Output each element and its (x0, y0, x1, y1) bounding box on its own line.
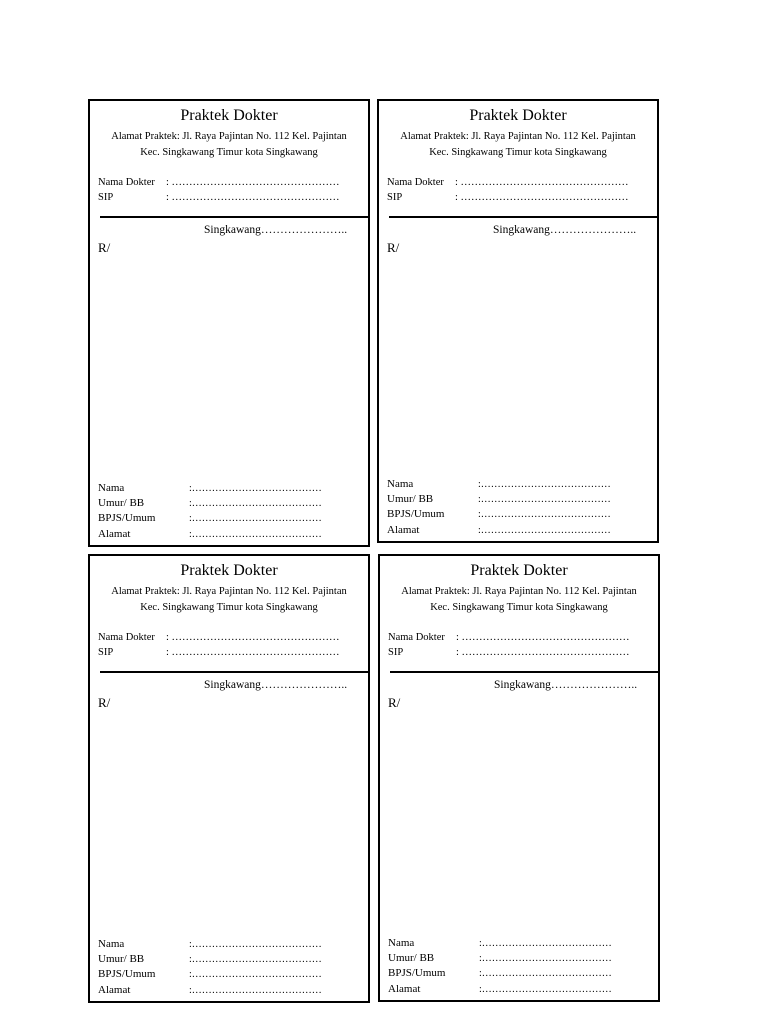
patient-blank: :………………………………… (189, 984, 322, 996)
doctor-name-label: Nama Dokter (98, 632, 155, 643)
patient-row-nama (98, 937, 322, 952)
practice-address (386, 584, 652, 616)
patient-row-nama (98, 481, 322, 496)
sip-blank: : ………………………………………… (166, 647, 340, 658)
patient-label: Nama (98, 937, 125, 950)
patient-row-umur (98, 496, 322, 511)
patient-info (387, 477, 611, 538)
city-date-line: Singkawang………………….. (493, 224, 637, 236)
sip-label: SIP (98, 647, 114, 658)
patient-row-alamat (387, 523, 611, 538)
sip-blank: : ………………………………………… (166, 192, 340, 203)
patient-row-alamat (98, 527, 322, 542)
patient-blank: :………………………………… (478, 524, 611, 536)
doctor-name-blank: : ………………………………………… (166, 632, 340, 643)
address-line: Kec. Singkawang Timur kota Singkawang (430, 602, 608, 613)
doctor-name-blank: : ………………………………………… (166, 177, 340, 188)
patient-row-umur (388, 951, 612, 966)
card-title: Praktek Dokter (470, 562, 568, 579)
patient-row-bpjs (98, 511, 322, 526)
address-line: Alamat Praktek: Jl. Raya Pajintan No. 112 Kel. Pajintan (401, 586, 637, 597)
patient-blank: :………………………………… (189, 498, 322, 510)
sip-label: SIP (388, 647, 404, 658)
patient-row-umur (387, 492, 611, 507)
address-line: Kec. Singkawang Timur kota Singkawang (429, 147, 607, 158)
patient-blank: :………………………………… (479, 937, 612, 949)
card-title: Praktek Dokter (469, 107, 567, 124)
doctor-name-label: Nama Dokter (387, 177, 444, 188)
doctor-name-blank: : ………………………………………… (455, 177, 629, 188)
patient-info (98, 937, 322, 998)
sip-blank: : ………………………………………… (455, 192, 629, 203)
patient-label: Alamat (387, 523, 420, 536)
patient-row-alamat (98, 983, 322, 998)
patient-row-nama (388, 936, 612, 951)
patient-label: Alamat (388, 982, 421, 995)
patient-label: Nama (388, 936, 415, 949)
patient-label: BPJS/Umum (98, 968, 156, 981)
card-title: Praktek Dokter (180, 107, 278, 124)
practice-address (96, 129, 362, 161)
patient-blank: :………………………………… (478, 509, 611, 521)
patient-blank: :………………………………… (479, 968, 612, 980)
patient-info (388, 936, 612, 997)
address-line: Alamat Praktek: Jl. Raya Pajintan No. 112 Kel. Pajintan (111, 131, 347, 142)
header-divider (100, 671, 368, 673)
prescription-card (88, 554, 370, 1003)
doctor-name-row (98, 176, 340, 190)
patient-blank: :………………………………… (189, 528, 322, 540)
patient-row-umur (98, 952, 322, 967)
patient-row-bpjs (98, 967, 322, 982)
patient-row-bpjs (388, 966, 612, 981)
city-date-line: Singkawang………………….. (204, 679, 348, 691)
rx-symbol: R/ (98, 695, 111, 710)
sip-label: SIP (98, 192, 114, 203)
prescription-card (88, 99, 370, 547)
city-date-line: Singkawang………………….. (494, 679, 638, 691)
practice-address (385, 129, 651, 161)
header-divider (390, 671, 658, 673)
sip-row (387, 191, 629, 205)
doctor-name-row (98, 631, 340, 645)
doctor-name-row (387, 176, 629, 190)
sip-label: SIP (387, 192, 403, 203)
patient-label: BPJS/Umum (98, 512, 156, 525)
rx-symbol: R/ (387, 240, 400, 255)
patient-blank: :………………………………… (478, 494, 611, 506)
patient-blank: :………………………………… (478, 478, 611, 490)
address-line: Kec. Singkawang Timur kota Singkawang (140, 602, 318, 613)
patient-label: Alamat (98, 983, 131, 996)
patient-label: Umur/ BB (98, 953, 145, 966)
patient-label: BPJS/Umum (388, 967, 446, 980)
patient-label: Umur/ BB (387, 493, 434, 506)
practice-address (96, 584, 362, 616)
patient-blank: :………………………………… (479, 953, 612, 965)
patient-row-nama (387, 477, 611, 492)
address-line: Alamat Praktek: Jl. Raya Pajintan No. 112 Kel. Pajintan (400, 131, 636, 142)
patient-label: Umur/ BB (98, 497, 145, 510)
header-divider (100, 216, 368, 218)
doctor-name-blank: : ………………………………………… (456, 632, 630, 643)
patient-blank: :………………………………… (189, 513, 322, 525)
sip-blank: : ………………………………………… (456, 647, 630, 658)
address-line: Kec. Singkawang Timur kota Singkawang (140, 147, 318, 158)
patient-label: BPJS/Umum (387, 508, 445, 521)
prescription-card (377, 99, 659, 543)
header-divider (389, 216, 657, 218)
patient-blank: :………………………………… (189, 969, 322, 981)
address-line: Alamat Praktek: Jl. Raya Pajintan No. 112 Kel. Pajintan (111, 586, 347, 597)
doctor-name-label: Nama Dokter (388, 632, 445, 643)
doctor-name-row (388, 631, 630, 645)
patient-blank: :………………………………… (189, 482, 322, 494)
patient-info (98, 481, 322, 542)
patient-row-alamat (388, 982, 612, 997)
patient-row-bpjs (387, 507, 611, 522)
sip-row (98, 191, 340, 205)
patient-label: Nama (387, 477, 414, 490)
city-date-line: Singkawang………………….. (204, 224, 348, 236)
patient-label: Umur/ BB (388, 952, 435, 965)
patient-blank: :………………………………… (189, 938, 322, 950)
rx-symbol: R/ (98, 240, 111, 255)
rx-symbol: R/ (388, 695, 401, 710)
doctor-name-label: Nama Dokter (98, 177, 155, 188)
patient-label: Alamat (98, 527, 131, 540)
sip-row (98, 646, 340, 660)
patient-blank: :………………………………… (479, 983, 612, 995)
patient-label: Nama (98, 481, 125, 494)
card-title: Praktek Dokter (180, 562, 278, 579)
prescription-card (378, 554, 660, 1002)
sip-row (388, 646, 630, 660)
patient-blank: :………………………………… (189, 954, 322, 966)
